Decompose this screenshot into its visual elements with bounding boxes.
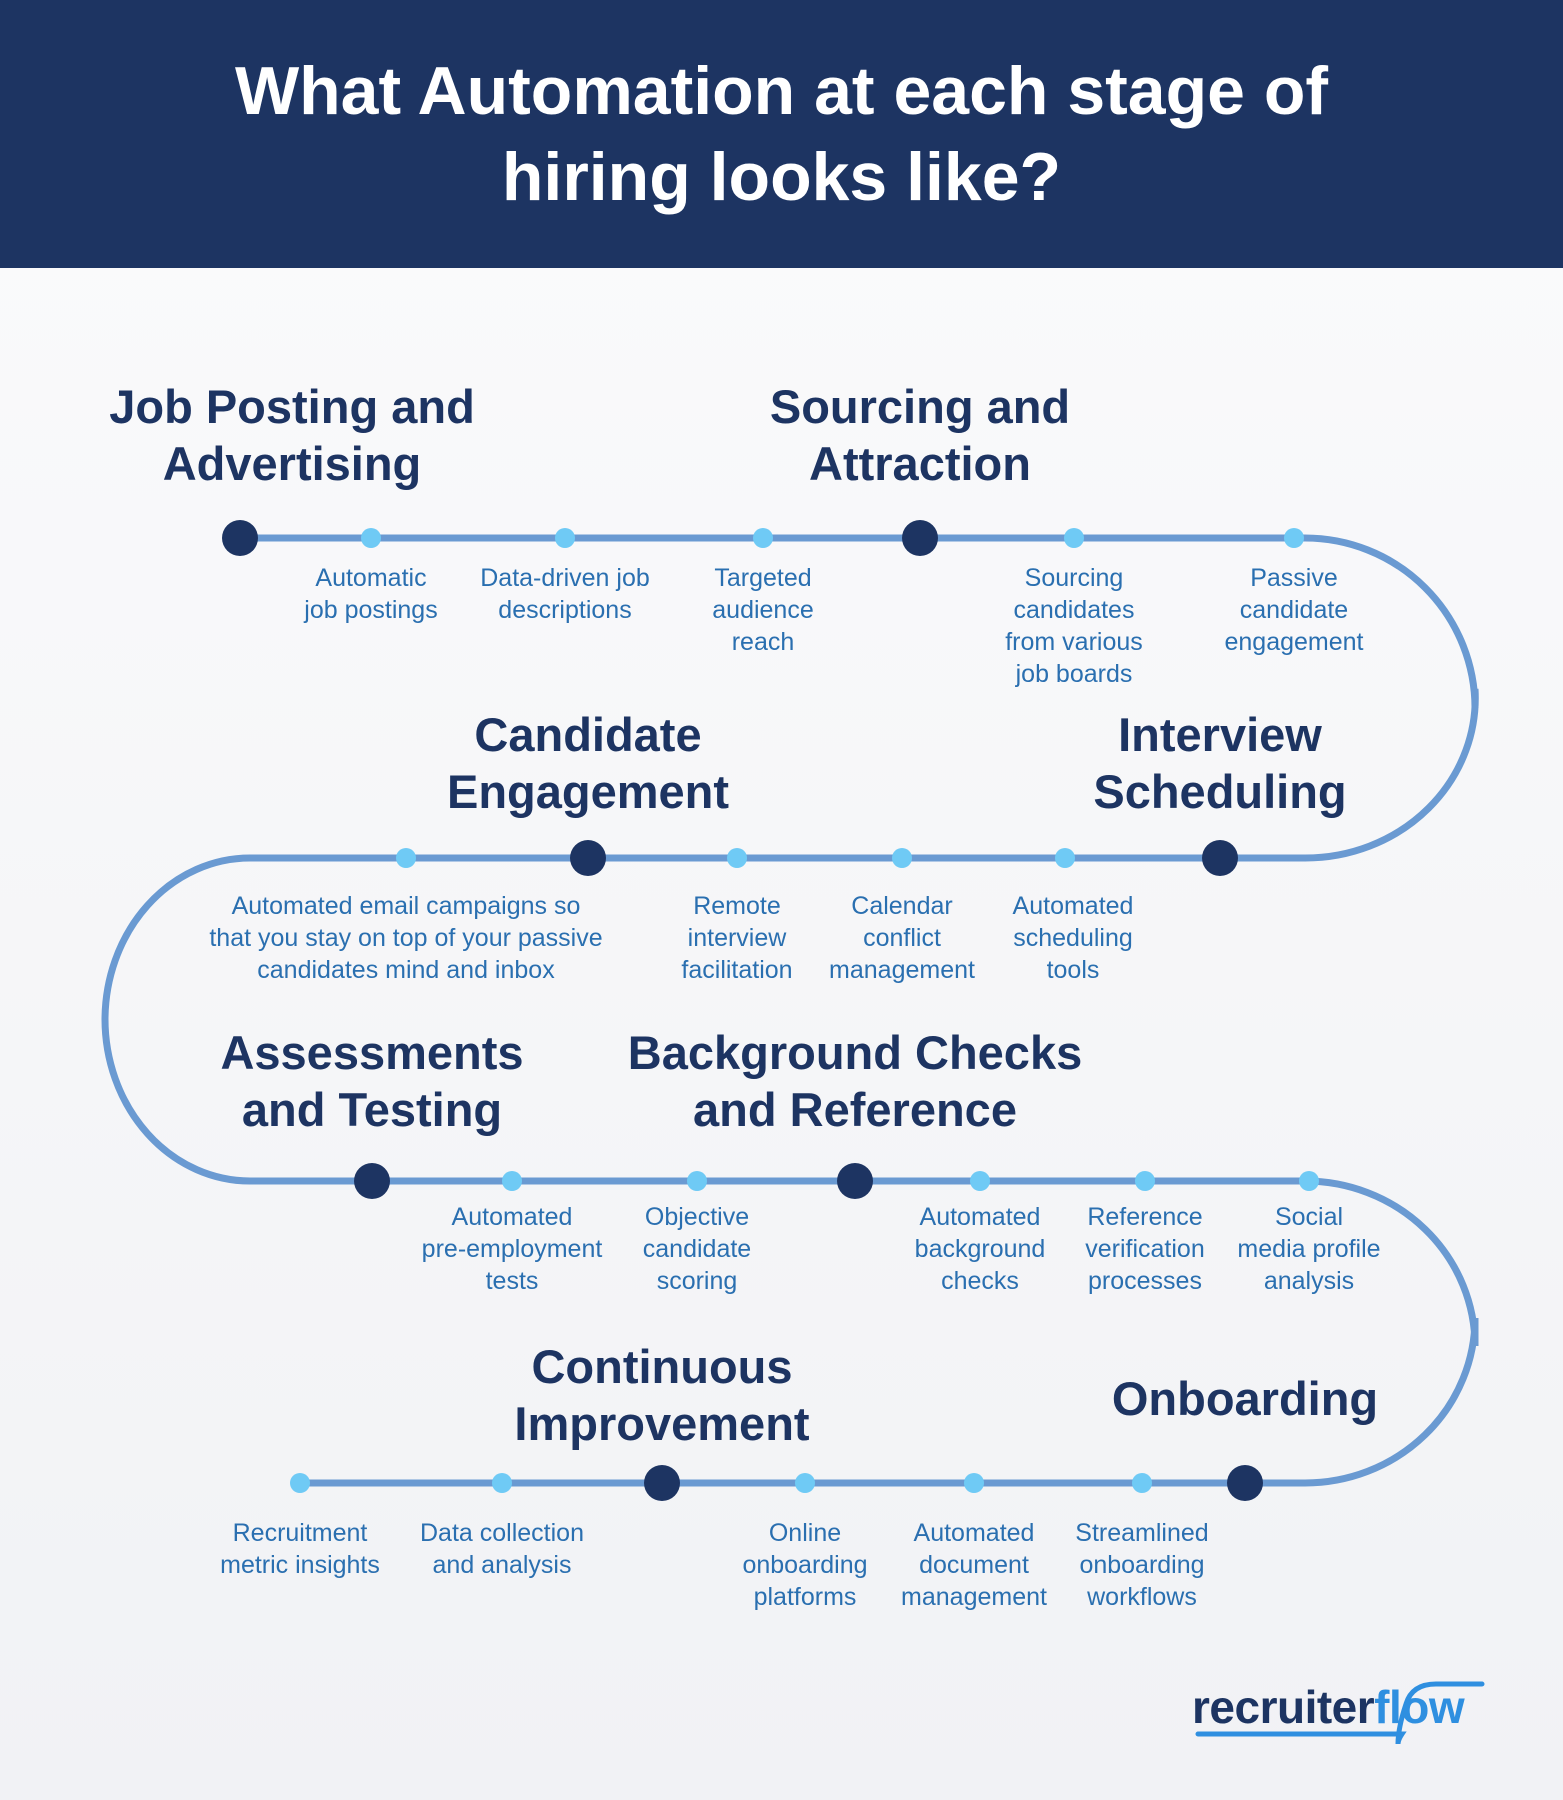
step-label-automated-email-campaigns: Automated email campaigns so that you stay on top of your passive candidates mind and inbox	[209, 892, 603, 984]
step-dot-7	[892, 848, 912, 868]
stage-title-interview-scheduling: Interview Scheduling	[1093, 708, 1347, 818]
stage-dot-onboarding	[1227, 1465, 1263, 1501]
stage-dot-continuous-improvement	[644, 1465, 680, 1501]
stage-dot-job-posting	[222, 520, 258, 556]
stage-title-onboarding: Onboarding	[1111, 1372, 1379, 1425]
step-label-automated-document-management: Automated document management	[901, 1519, 1047, 1611]
stage-dot-sourcing	[902, 520, 938, 556]
step-dot-14	[1299, 1171, 1319, 1191]
stage-dot-background-checks	[837, 1163, 873, 1199]
stage-dot-interview-scheduling	[1202, 840, 1238, 876]
step-label-automatic-job-postings: Automatic job postings	[304, 564, 438, 624]
stage-dot-candidate-engagement	[570, 840, 606, 876]
step-dot-9	[396, 848, 416, 868]
step-label-social-media-profile-analysis: Social media profile analysis	[1237, 1203, 1381, 1295]
stage-dot-assessments	[354, 1163, 390, 1199]
stage-title-background-checks: Background Checks and Reference	[627, 1026, 1083, 1136]
step-dot-12	[970, 1171, 990, 1191]
step-dot-16	[964, 1473, 984, 1493]
stage-title-job-posting: Job Posting and Advertising	[109, 380, 475, 490]
step-dot-11	[687, 1171, 707, 1191]
logo-text-recruiter: recruiter	[1192, 1681, 1375, 1733]
step-label-sourcing-candidates: Sourcing candidates from various job boards	[1005, 564, 1143, 688]
stage-title-continuous-improvement: Continuous Improvement	[514, 1340, 810, 1450]
step-dot-8	[727, 848, 747, 868]
logo-text-flow: flow	[1374, 1681, 1465, 1733]
step-dot-3	[753, 528, 773, 548]
step-dot-5	[1284, 528, 1304, 548]
step-label-online-onboarding-platforms: Online onboarding platforms	[742, 1519, 868, 1611]
step-label-passive-candidate-engagement: Passive candidate engagement	[1224, 564, 1364, 656]
step-dot-2	[555, 528, 575, 548]
step-label-streamlined-onboarding-workflows: Streamlined onboarding workflows	[1075, 1519, 1209, 1611]
step-label-calendar-conflict-management: Calendar conflict management	[829, 892, 975, 984]
step-dot-1	[361, 528, 381, 548]
step-dot-19	[290, 1473, 310, 1493]
step-label-automated-background-checks: Automated background checks	[914, 1203, 1046, 1295]
step-label-automated-pre-employment-tests: Automated pre-employment tests	[421, 1203, 603, 1295]
step-label-objective-candidate-scoring: Objective candidate scoring	[642, 1203, 752, 1295]
step-label-targeted-audience-reach: Targeted audience reach	[712, 564, 814, 656]
stage-title-candidate-engagement: Candidate Engagement	[446, 708, 730, 818]
step-label-reference-verification: Reference verification processes	[1085, 1203, 1205, 1295]
step-label-automated-scheduling-tools: Automated scheduling tools	[1012, 892, 1134, 984]
stage-title-sourcing: Sourcing and Attraction	[769, 380, 1071, 490]
step-label-data-collection-and-analysis: Data collection and analysis	[420, 1519, 584, 1579]
step-dot-17	[795, 1473, 815, 1493]
step-label-data-driven-job-descriptions: Data-driven job descriptions	[480, 564, 650, 624]
recruiterflow-logo	[1192, 1680, 1464, 1734]
step-dot-6	[1055, 848, 1075, 868]
step-dot-18	[492, 1473, 512, 1493]
step-dot-4	[1064, 528, 1084, 548]
page-title: What Automation at each stage of hiring looks like?	[234, 53, 1329, 215]
stage-title-assessments: Assessments and Testing	[220, 1026, 524, 1136]
step-dot-10	[502, 1171, 522, 1191]
step-dot-13	[1135, 1171, 1155, 1191]
step-label-remote-interview-facilitation: Remote interview facilitation	[681, 892, 793, 984]
step-dot-15	[1132, 1473, 1152, 1493]
step-label-recruitment-metric-insights: Recruitment metric insights	[220, 1519, 380, 1579]
